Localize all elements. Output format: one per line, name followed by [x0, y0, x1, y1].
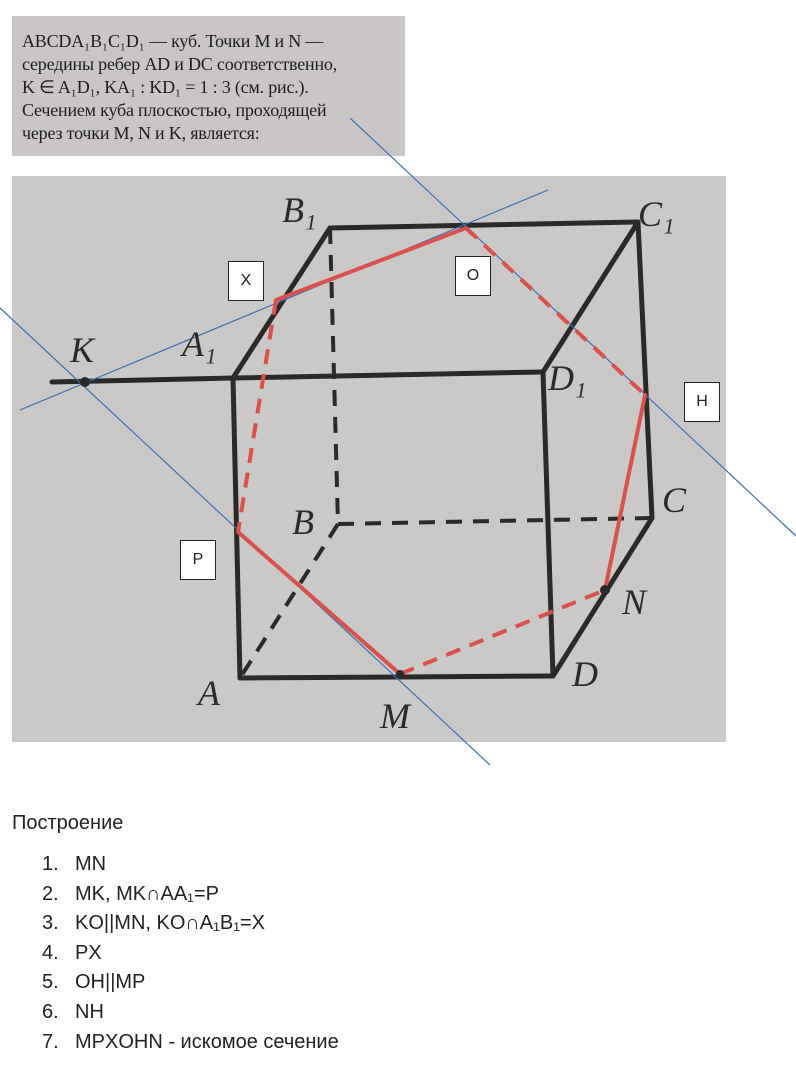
step-number: 1. [42, 853, 59, 875]
problem-line: через точки M, N и K, является: [22, 123, 260, 143]
section-edge-x-p [238, 300, 276, 532]
construction-step [42, 998, 339, 1028]
step-text: NH [75, 1000, 104, 1023]
edge-d1-c1 [543, 222, 638, 372]
problem-line: K ∈ A₁D₁, KA₁ : KD₁ = 1 : 3 (см. рис.). [22, 77, 309, 97]
edge-a1-d1 [233, 372, 543, 378]
construction-step [42, 880, 339, 910]
step-text: MPXOHN - искомое сечение [75, 1030, 339, 1053]
problem-line: ABCDA₁B₁C₁D₁ — куб. Точки M и N — [22, 31, 324, 51]
vertex-label-b1: B₁ [282, 190, 317, 230]
construction-heading: Построение [12, 812, 124, 834]
point-p-label: P [192, 551, 204, 568]
point-p-label-box [180, 540, 216, 580]
step-text: PX [75, 941, 102, 964]
construction-step [42, 1028, 339, 1058]
vertex-label-n: N [622, 582, 647, 622]
construction-steps [42, 850, 339, 1057]
vertex-label-m: M [380, 696, 410, 736]
vertex-label-d1: D₁ [548, 358, 587, 398]
point-x-label-box [228, 261, 264, 301]
construction-step [42, 909, 339, 939]
point-o-label: O [466, 267, 480, 284]
vertex-label-c1: C₁ [638, 194, 675, 234]
edge-c-c1 [638, 222, 652, 518]
step-number: 2. [42, 882, 59, 905]
point-h-label-box [684, 382, 720, 422]
step-number: 6. [42, 1000, 59, 1023]
construction-step [42, 850, 339, 880]
step-number: 7. [42, 1030, 59, 1053]
point-x-label: X [240, 272, 252, 289]
hidden-edge-b-c [338, 518, 652, 524]
step-text: OH||MP [75, 971, 146, 994]
step-number: 5. [42, 971, 59, 994]
vertex-label-a: A [198, 673, 220, 713]
construction-line-oh [350, 118, 796, 536]
edge-b1-a1 [233, 228, 330, 378]
step-text: MK, MK∩AA₁=P [75, 882, 219, 905]
construction-step [42, 968, 339, 998]
step-number: 3. [42, 912, 59, 935]
vertex-label-b: B [292, 502, 314, 542]
edge-c1-b1 [330, 222, 638, 228]
vertex-label-a1: A₁ [182, 324, 217, 364]
vertex-label-k: K [70, 330, 95, 370]
problem-line: середины ребер AD и DC соответственно, [22, 54, 337, 74]
point-k [80, 377, 90, 387]
step-text: MN [75, 853, 107, 875]
point-m [396, 670, 404, 678]
problem-line: Сечением куба плоскостью, проходящей [22, 100, 327, 120]
point-o-label-box [455, 256, 491, 296]
point-n [600, 585, 610, 595]
edge-d-d1 [543, 372, 553, 676]
step-number: 4. [42, 941, 59, 964]
vertex-label-d: D [572, 654, 598, 694]
construction-step [42, 939, 339, 969]
step-text: KO||MN, KO∩A₁B₁=X [75, 912, 265, 935]
point-h-label: H [696, 393, 708, 410]
vertex-label-c: C [662, 480, 687, 520]
